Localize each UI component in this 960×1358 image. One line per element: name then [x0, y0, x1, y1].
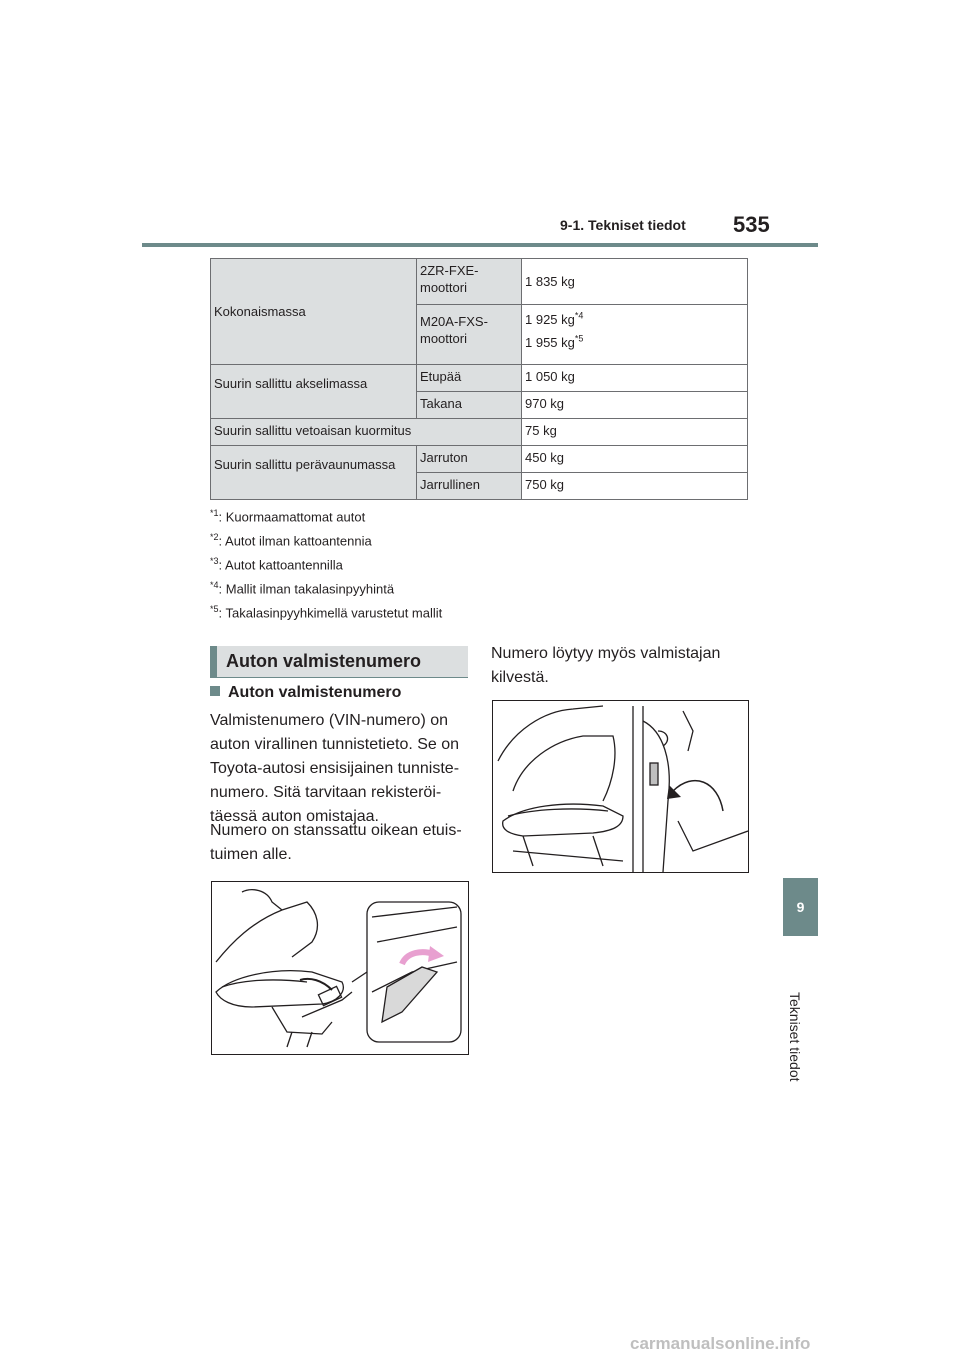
watermark: carmanualsonline.info: [630, 1334, 811, 1353]
footnote: [210, 556, 343, 572]
table-cell: Etupää: [417, 365, 522, 392]
table-value: 1 925 kg: [525, 312, 575, 327]
footnote-mark: *5: [210, 604, 219, 614]
page-number: 535: [733, 212, 770, 237]
weights-table: [210, 258, 748, 500]
subheading: [210, 684, 401, 702]
vin-seat-illustration: [211, 881, 469, 1055]
footnote: [210, 580, 394, 596]
footnote-text: : Mallit ilman takalasinpyyhintä: [218, 581, 395, 597]
table-cell: 1 050 kg: [522, 365, 748, 392]
table-cell: Takana: [417, 392, 522, 419]
footnote-mark: *1: [210, 508, 219, 518]
header-rule: [142, 243, 818, 247]
table-cell: Jarrullinen: [417, 473, 522, 500]
footnote-ref: *5: [574, 333, 584, 344]
footnote-text: : Autot ilman kattoantennia: [218, 533, 372, 549]
door-pillar-drawing: [493, 701, 748, 872]
footnote: [210, 532, 372, 548]
subheading-text: Auton valmistenumero: [228, 684, 402, 701]
table-cell: 75 kg: [522, 419, 748, 446]
footnote: [210, 604, 442, 620]
section-rule: [210, 677, 468, 678]
footnote-mark: *4: [210, 580, 219, 590]
table-cell: Suurin sallittu vetoaisan kuormitus: [211, 419, 522, 446]
table-cell: Suurin sallittu perävaunumassa: [211, 446, 417, 500]
body-paragraph: Valmistenumero (VIN-numero) on auton virallinen tunnistetieto. Se on Toyota-autosi ensisijainen tunniste-numero. Sitä tarvitaan rekisteröi-täessä auton omistajaa.: [210, 712, 460, 825]
footnote-mark: *3: [210, 556, 219, 566]
section-heading: [210, 646, 468, 677]
table-cell: Jarruton: [417, 446, 522, 473]
table-cell: M20A-FXS-moottori: [417, 305, 522, 365]
footnote-mark: *2: [210, 532, 219, 542]
footnote-text: : Autot kattoantennilla: [218, 557, 343, 573]
table-cell: 2ZR-FXE-moottori: [417, 259, 522, 305]
table-cell: 970 kg: [522, 392, 748, 419]
table-value: 1 955 kg: [525, 335, 575, 350]
chapter-tab: 9: [783, 878, 818, 936]
seat-vin-drawing: [212, 882, 468, 1054]
chapter-label: Tekniset tiedot: [787, 992, 803, 1082]
table-cell: Suurin sallittu akselimassa: [211, 365, 417, 419]
square-bullet-icon: [210, 686, 220, 696]
body-paragraph: Numero löytyy myös valmistajan kilvestä.: [491, 645, 721, 686]
table-cell: 750 kg: [522, 473, 748, 500]
footnote-text: : Takalasinpyyhkimellä varustetut mallit: [218, 605, 443, 621]
body-paragraph: Numero on stanssattu oikean etuis-tuimen alle.: [210, 822, 462, 863]
table-cell: 450 kg: [522, 446, 748, 473]
table-cell: 1 835 kg: [522, 259, 748, 305]
manufacturer-label-illustration: [492, 700, 749, 873]
footnote-ref: *4: [574, 310, 584, 321]
section-title: 9-1. Tekniset tiedot: [560, 217, 686, 233]
table-cell: Kokonaismassa: [211, 259, 417, 365]
footnote-text: : Kuormaamattomat autot: [218, 509, 366, 525]
table-cell: [522, 305, 748, 365]
footnote: [210, 508, 365, 524]
section-heading-text: Auton valmistenumero: [226, 651, 422, 671]
